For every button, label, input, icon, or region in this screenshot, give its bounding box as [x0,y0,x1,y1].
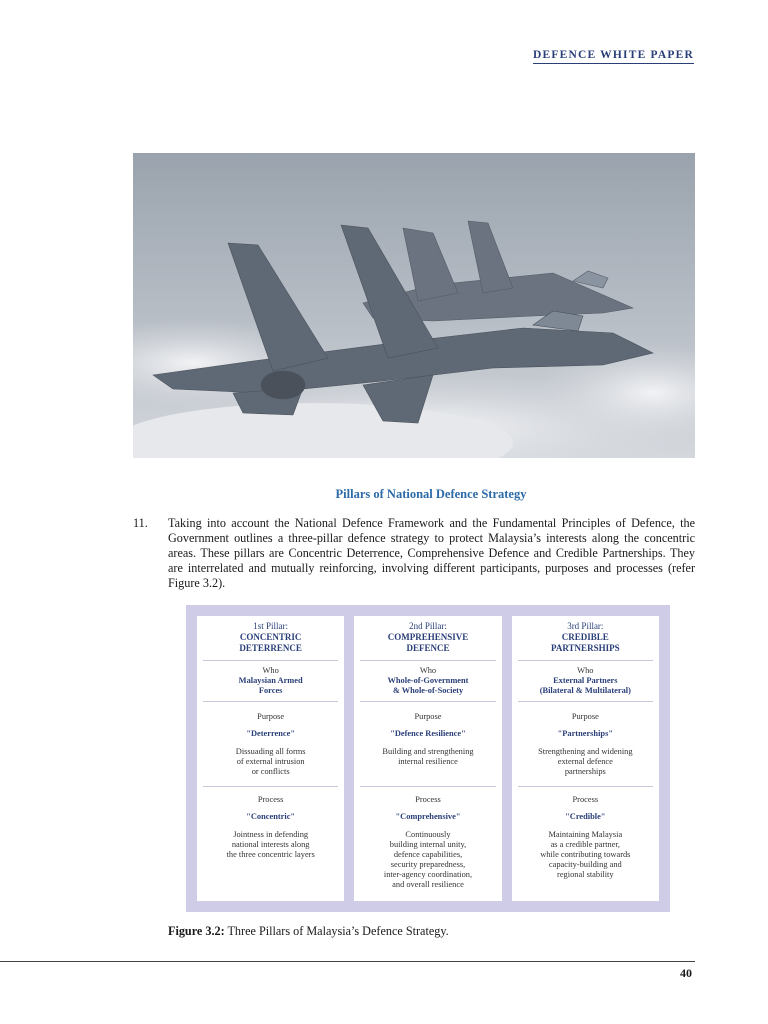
process-line: as a credible partner, [550,840,621,849]
purpose-line: external defence [557,757,613,766]
process-line: the three concentric layers [226,850,315,859]
purpose-line: Building and strengthening [382,747,474,756]
process-line: inter-agency coordination, [383,870,473,879]
pillar-name-line: CONCENTRIC [239,632,302,642]
paragraph-11 [133,516,695,591]
pillar-who [540,661,631,701]
pillar-column-1 [197,616,344,901]
process-label: Process [572,795,599,804]
purpose-quote: "Defence Resilience" [390,729,466,738]
process-quote: "Credible" [565,812,606,821]
pillar-who [388,661,469,701]
pillar-process [384,787,472,901]
pillar-label: 2nd Pillar: [409,621,447,631]
process-line: Continuously [405,830,451,839]
pillar-name-line: CREDIBLE [561,632,609,642]
pillar-process [227,787,315,901]
caption-label: Figure 3.2: [168,924,225,938]
section-title: Pillars of National Defence Strategy [335,487,527,501]
purpose-line: internal resilience [398,757,458,766]
pillar-purpose [236,702,306,786]
purpose-label: Purpose [414,712,442,721]
who-value: Whole-of-Government [387,676,469,685]
pillar-column-3 [512,616,659,901]
page-number: 40 [680,966,692,980]
purpose-quote: "Partnerships" [557,729,613,738]
paragraph-text: Taking into account the National Defence Framework and the Fundamental Principles of Defence, the Government outlines a three-pillar defence strategy to protect Malaysia’s interests along the concentric areas. These pillars are Concentric Deterrence, Comprehensive Defence and Credible Partnerships. They are interrelated and mutually reinforcing, involving different participants, purposes and processes (refer Figure 3.2). [168,516,695,591]
purpose-label: Purpose [257,712,285,721]
process-line: defence capabilities, [393,850,463,859]
pillar-purpose [538,702,632,786]
pillar-name-line: DETERRENCE [239,643,302,653]
process-line: while contributing towards [540,850,631,859]
purpose-line: Strengthening and widening [538,747,633,756]
process-line: national interests along [231,840,310,849]
who-label: Who [262,666,279,675]
who-label: Who [577,666,594,675]
paragraph-number: 11. [133,516,148,530]
caption-text: Three Pillars of Malaysia’s Defence Strategy. [224,924,449,938]
purpose-line: Dissuading all forms [235,747,306,756]
purpose-quote: "Deterrence" [246,729,295,738]
process-line: Jointness in defending [233,830,309,839]
three-pillars-figure [186,605,670,912]
purpose-line: partnerships [564,767,606,776]
process-quote: "Concentric" [246,812,296,821]
running-header: DEFENCE WHITE PAPER [533,49,694,64]
purpose-label: Purpose [571,712,599,721]
who-value: Forces [258,686,283,695]
figure-caption [168,924,449,939]
pillar-heading [239,616,302,660]
pillar-column-2 [354,616,501,901]
who-label: Who [419,666,437,675]
process-line: building internal unity, [389,840,467,849]
who-value: & Whole-of-Society [392,686,464,695]
process-label: Process [257,795,284,804]
pillar-name-line: COMPREHENSIVE [387,632,469,642]
pillar-label: 1st Pillar: [253,621,289,631]
pillar-process [540,787,630,901]
process-line: Maintaining Malaysia [548,830,623,839]
purpose-line: of external intrusion [236,757,305,766]
pillar-purpose [382,702,473,786]
process-quote: "Comprehensive" [395,812,461,821]
footer-rule [0,961,695,962]
process-line: and overall resilience [392,880,464,889]
pillar-name-line: PARTNERSHIPS [551,643,620,653]
pillar-heading [388,616,469,660]
pillar-who [239,661,303,701]
fighter-jets-photo [133,153,695,458]
pillar-heading [551,616,620,660]
process-label: Process [415,795,441,804]
process-line: regional stability [557,870,614,879]
pillar-label: 3rd Pillar: [567,621,604,631]
process-line: security preparedness, [390,860,466,869]
purpose-line: or conflicts [251,767,290,776]
process-line: capacity-building and [548,860,622,869]
who-value: Malaysian Armed [238,676,303,685]
pillar-name-line: DEFENCE [406,643,450,653]
who-value: (Bilateral & Multilateral) [539,686,631,695]
who-value: External Partners [553,676,618,685]
